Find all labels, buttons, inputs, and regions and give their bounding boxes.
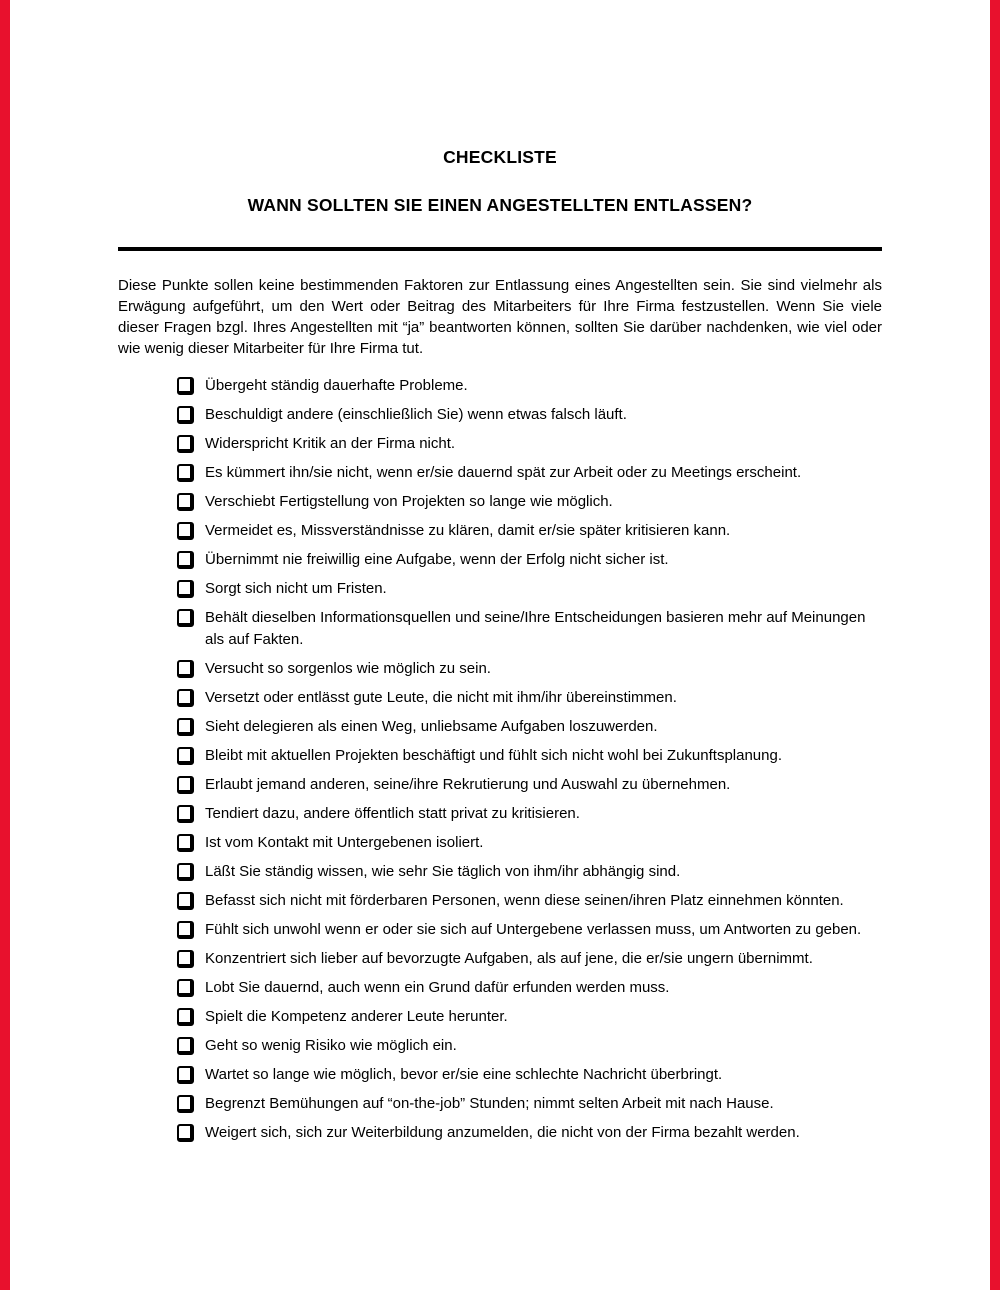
checkbox-icon[interactable]: [177, 950, 194, 968]
checkbox-icon[interactable]: [177, 1095, 194, 1113]
checklist-item-text: Läßt Sie ständig wissen, wie sehr Sie täglich von ihm/ihr abhängig sind.: [205, 862, 681, 880]
checklist-item: [177, 687, 882, 709]
checkbox-icon[interactable]: [177, 435, 194, 453]
checklist-item: [177, 832, 882, 854]
checkbox-icon[interactable]: [177, 377, 194, 395]
checklist-item: [177, 803, 882, 825]
checkbox-icon[interactable]: [177, 689, 194, 707]
checkbox-icon[interactable]: [177, 1124, 194, 1142]
checklist-item: [177, 948, 882, 970]
checklist-item-text: Es kümmert ihn/sie nicht, wenn er/sie dauernd spät zur Arbeit oder zu Meetings erscheint.: [205, 464, 802, 481]
checklist-item: [177, 607, 882, 650]
checklist-item: [177, 433, 882, 455]
checklist: [177, 375, 882, 1143]
checklist-item: [177, 861, 882, 883]
checklist-item-text: Sieht delegieren als einen Weg, unliebsame Aufgaben loszuwerden.: [205, 717, 658, 735]
checklist-item: [177, 658, 882, 680]
checklist-item-text: Beschuldigt andere (einschließlich Sie) wenn etwas falsch läuft.: [205, 406, 627, 423]
checkbox-icon[interactable]: [177, 718, 194, 736]
title-divider: [118, 247, 882, 251]
checklist-item-text: Befasst sich nicht mit förderbaren Personen, wenn diese seinen/ihren Platz einnehmen könnten.: [205, 891, 844, 909]
checklist-item: [177, 404, 882, 426]
page-subtitle: WANN SOLLTEN SIE EINEN ANGESTELLTEN ENTLASSEN?: [247, 195, 753, 215]
checklist-item-text: Fühlt sich unwohl wenn er oder sie sich auf Untergebene verlassen muss, um Antworten zu geben.: [205, 920, 862, 938]
checklist-item-text: Behält dieselben Informationsquellen und seine/Ihre Entscheidungen basieren mehr auf Meinungen als auf Fakten.: [205, 609, 866, 648]
checklist-item-text: Übergeht ständig dauerhafte Probleme.: [205, 377, 468, 394]
checklist-item-text: Weigert sich, sich zur Weiterbildung anzumelden, die nicht von der Firma bezahlt werden.: [205, 1123, 800, 1141]
checklist-item-text: Widerspricht Kritik an der Firma nicht.: [205, 435, 456, 452]
checklist-item-text: Erlaubt jemand anderen, seine/ihre Rekrutierung und Auswahl zu übernehmen.: [205, 775, 731, 793]
checkbox-icon[interactable]: [177, 805, 194, 823]
checklist-item-text: Lobt Sie dauernd, auch wenn ein Grund dafür erfunden werden muss.: [205, 978, 670, 996]
checklist-item-text: Tendiert dazu, andere öffentlich statt privat zu kritisieren.: [205, 804, 580, 822]
checklist-item: [177, 890, 882, 912]
checklist-item-text: Sorgt sich nicht um Fristen.: [205, 580, 387, 597]
checkbox-icon[interactable]: [177, 609, 194, 627]
checklist-item-text: Spielt die Kompetenz anderer Leute herunter.: [205, 1007, 508, 1025]
checkbox-icon[interactable]: [177, 406, 194, 424]
checkbox-icon[interactable]: [177, 1037, 194, 1055]
intro-paragraph: Diese Punkte sollen keine bestimmenden Faktoren zur Entlassung eines Angestellten sein. Sie sind vielmehr als Erwägung aufgeführt, um den Wert oder Beitrag des Mitarbeiters für Ihre Firma festzustellen. Wenn Sie viele dieser Fragen bzgl. Ihres Angestellten mit “ja” beantworten können, sollten Sie darüber nachdenken, wie viel oder wie wenig dieser Mitarbeiter für Ihre Firma tut.: [118, 277, 882, 357]
document-content: [118, 146, 882, 1151]
checklist-item: [177, 520, 882, 542]
checkbox-icon[interactable]: [177, 747, 194, 765]
checklist-item: [177, 578, 882, 600]
checkbox-icon[interactable]: [177, 776, 194, 794]
checkbox-icon[interactable]: [177, 493, 194, 511]
checklist-item-text: Wartet so lange wie möglich, bevor er/sie eine schlechte Nachricht überbringt.: [205, 1065, 723, 1083]
checkbox-icon[interactable]: [177, 863, 194, 881]
checklist-item: [177, 919, 882, 941]
checklist-item-text: Geht so wenig Risiko wie möglich ein.: [205, 1036, 457, 1054]
checkbox-icon[interactable]: [177, 580, 194, 598]
checkbox-icon[interactable]: [177, 1008, 194, 1026]
checkbox-icon[interactable]: [177, 892, 194, 910]
checklist-item-text: Begrenzt Bemühungen auf “on-the-job” Stunden; nimmt selten Arbeit mit nach Hause.: [205, 1094, 774, 1112]
page-title: CHECKLISTE: [443, 147, 557, 167]
checklist-item-text: Übernimmt nie freiwillig eine Aufgabe, wenn der Erfolg nicht sicher ist.: [205, 551, 669, 568]
checklist-item-text: Vermeidet es, Missverständnisse zu klären, damit er/sie später kritisieren kann.: [205, 522, 731, 539]
checklist-item: [177, 375, 882, 397]
red-border-right: [990, 0, 1000, 1290]
checklist-item-text: Versetzt oder entlässt gute Leute, die nicht mit ihm/ihr übereinstimmen.: [205, 688, 677, 706]
checkbox-icon[interactable]: [177, 522, 194, 540]
checklist-item: [177, 716, 882, 738]
checklist-item-text: Verschiebt Fertigstellung von Projekten so lange wie möglich.: [205, 493, 613, 510]
checklist-item: [177, 977, 882, 999]
checklist-item: [177, 491, 882, 513]
checklist-item-text: Ist vom Kontakt mit Untergebenen isoliert.: [205, 833, 484, 851]
checkbox-icon[interactable]: [177, 921, 194, 939]
checklist-item: [177, 1064, 882, 1086]
checklist-item: [177, 1006, 882, 1028]
checklist-item: [177, 745, 882, 767]
red-border-left: [0, 0, 10, 1290]
checklist-item: [177, 774, 882, 796]
checklist-item: [177, 1093, 882, 1115]
checklist-item: [177, 1035, 882, 1057]
checkbox-icon[interactable]: [177, 979, 194, 997]
checkbox-icon[interactable]: [177, 1066, 194, 1084]
checklist-item-text: Versucht so sorgenlos wie möglich zu sein.: [205, 659, 491, 677]
checkbox-icon[interactable]: [177, 660, 194, 678]
checklist-item: [177, 1122, 882, 1144]
checklist-item-text: Bleibt mit aktuellen Projekten beschäftigt und fühlt sich nicht wohl bei Zukunftsplanung.: [205, 746, 783, 764]
checkbox-icon[interactable]: [177, 834, 194, 852]
checklist-item: [177, 462, 882, 484]
checklist-item-text: Konzentriert sich lieber auf bevorzugte Aufgaben, als auf jene, die er/sie ungern übernimmt.: [205, 949, 813, 967]
checklist-item: [177, 549, 882, 571]
checkbox-icon[interactable]: [177, 551, 194, 569]
checkbox-icon[interactable]: [177, 464, 194, 482]
